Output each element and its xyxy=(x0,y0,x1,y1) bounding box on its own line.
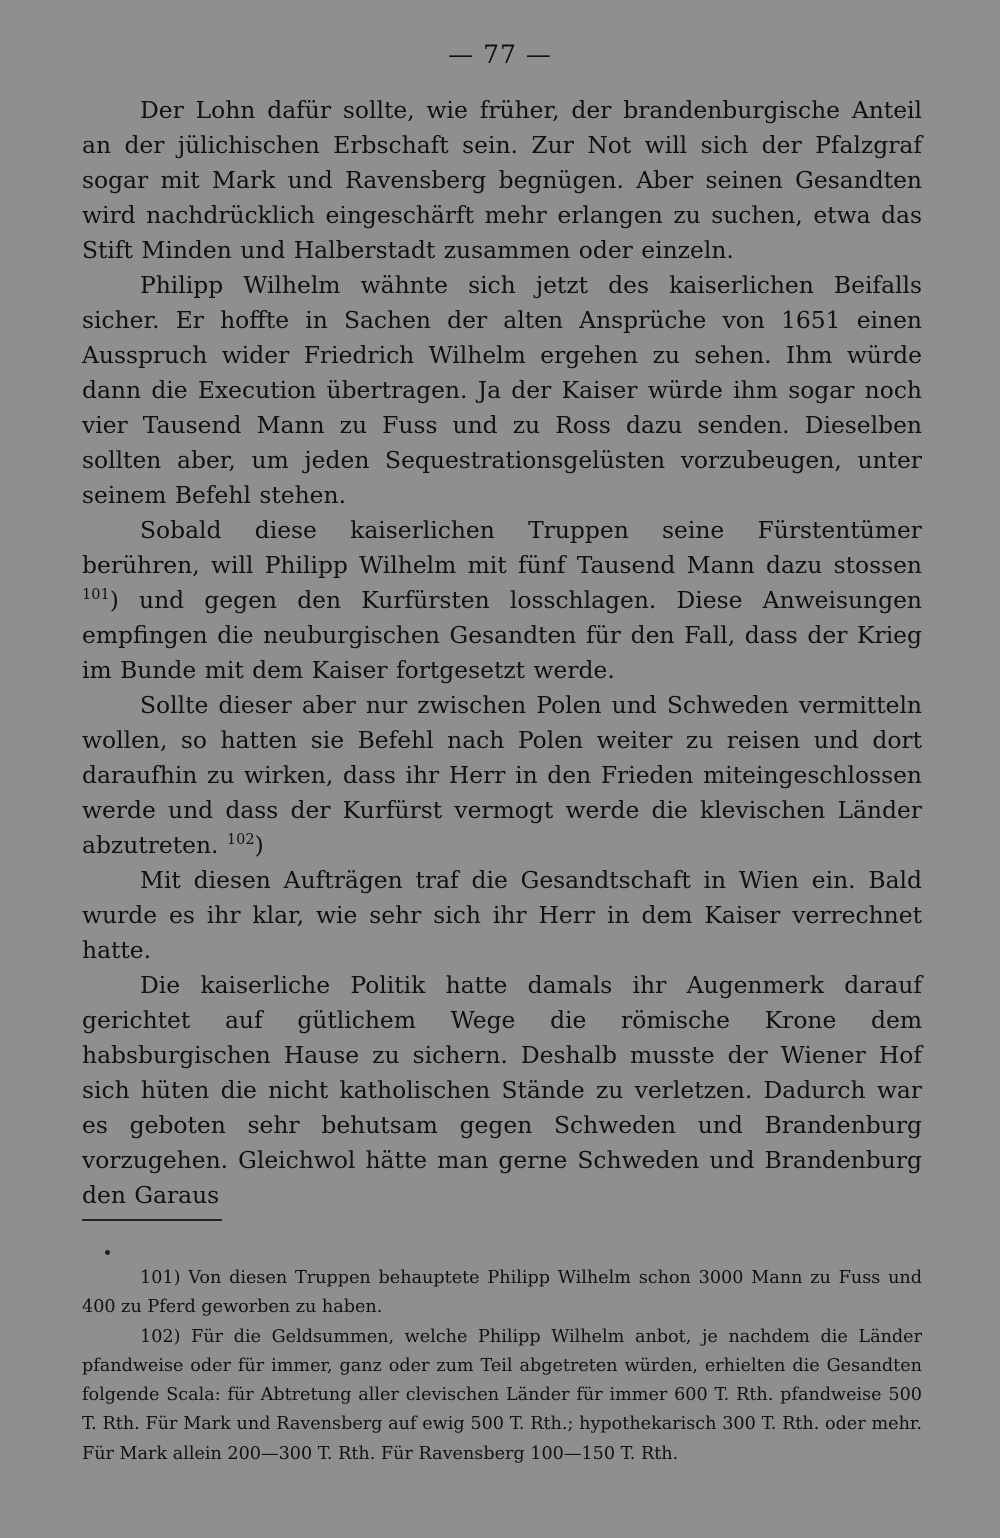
paragraph-text: ) und gegen den Kurfürsten losschlagen. Diese Anweisungen empfingen die neuburgischen Gesandten für den Fall, dass der Krieg im Bunde mit dem Kaiser fortgesetzt werde. xyxy=(82,586,922,684)
paragraph: Philipp Wilhelm wähnte sich jetzt des kaiserlichen Beifalls sicher. Er hoffte in Sachen der alten Ansprüche von 1651 einen Ausspruch wider Friedrich Wilhelm ergehen zu sehen. Ihm würde dann die Execution übertragen. Ja der Kaiser würde ihm sogar noch vier Tausend Mann zu Fuss und zu Ross dazu senden. Dieselben sollten aber, um jeden Sequestrationsgelüsten vorzubeugen, unter seinem Befehl stehen. xyxy=(82,271,922,509)
footnote: 101) Von diesen Truppen behauptete Philipp Wilhelm schon 3000 Mann zu Fuss und 400 zu Pferd geworben zu haben. xyxy=(82,1268,922,1318)
footnote-ref: 102 xyxy=(226,832,255,849)
footnote-ref: 101 xyxy=(82,587,110,604)
paragraph: Die kaiserliche Politik hatte damals ihr Augenmerk darauf gerichtet auf gütlichem Wege die römische Krone dem habsburgischen Hause zu sichern. Deshalb musste der Wiener Hof sich hüten die nicht katholischen Stände zu verletzen. Dadurch war es geboten sehr behutsam gegen Schweden und Brandenburg vorzugehen. Gleichwol hätte man gerne Schweden und Brandenburg den Garaus xyxy=(82,971,922,1209)
paragraph xyxy=(82,513,922,688)
ink-speck xyxy=(105,1250,110,1255)
page-number: — 77 — xyxy=(448,40,552,69)
paragraph xyxy=(82,688,922,863)
paragraph: Der Lohn dafür sollte, wie früher, der brandenburgische Anteil an der jülichischen Erbschaft sein. Zur Not will sich der Pfalzgraf sogar mit Mark und Ravensberg begnügen. Aber seinen Gesandten wird nachdrücklich eingeschärft mehr erlangen zu suchen, etwa das Stift Minden und Halberstadt zusammen oder einzeln. xyxy=(82,96,922,264)
paragraph-text: Sobald diese kaiserlichen Truppen seine Fürstentümer berühren, will Philipp Wilhelm mit fünf Tausend Mann dazu stossen xyxy=(82,516,922,579)
footnotes xyxy=(82,1264,922,1469)
paragraph: Mit diesen Aufträgen traf die Gesandtschaft in Wien ein. Bald wurde es ihr klar, wie sehr sich ihr Herr in dem Kaiser verrechnet hatte. xyxy=(82,866,922,964)
footnote: 102) Für die Geldsummen, welche Philipp Wilhelm anbot, je nachdem die Länder pfandweise oder für immer, ganz oder zum Teil abgetreten würden, erhielten die Gesandten folgende Scala: für Abtretung aller clevischen Länder für immer 600 T. Rth. pfandweise 500 T. Rth. Für Mark und Ravensberg auf ewig 500 T. Rth.; hypothekarisch 300 T. Rth. oder mehr. Für Mark allein 200—300 T. Rth. Für Ravensberg 100—150 T. Rth. xyxy=(82,1326,922,1464)
paragraph-text: Sollte dieser aber nur zwischen Polen und Schweden vermitteln wollen, so hatten sie Befehl nach Polen weiter zu reisen und dort daraufhin zu wirken, dass ihr Herr in den Frieden miteingeschlossen werde und dass der Kurfürst vermogt werde die klevischen Länder abzutreten. xyxy=(82,691,922,859)
body-text xyxy=(82,93,922,1213)
footnote-divider xyxy=(82,1219,222,1221)
paragraph-text: ) xyxy=(254,831,264,859)
